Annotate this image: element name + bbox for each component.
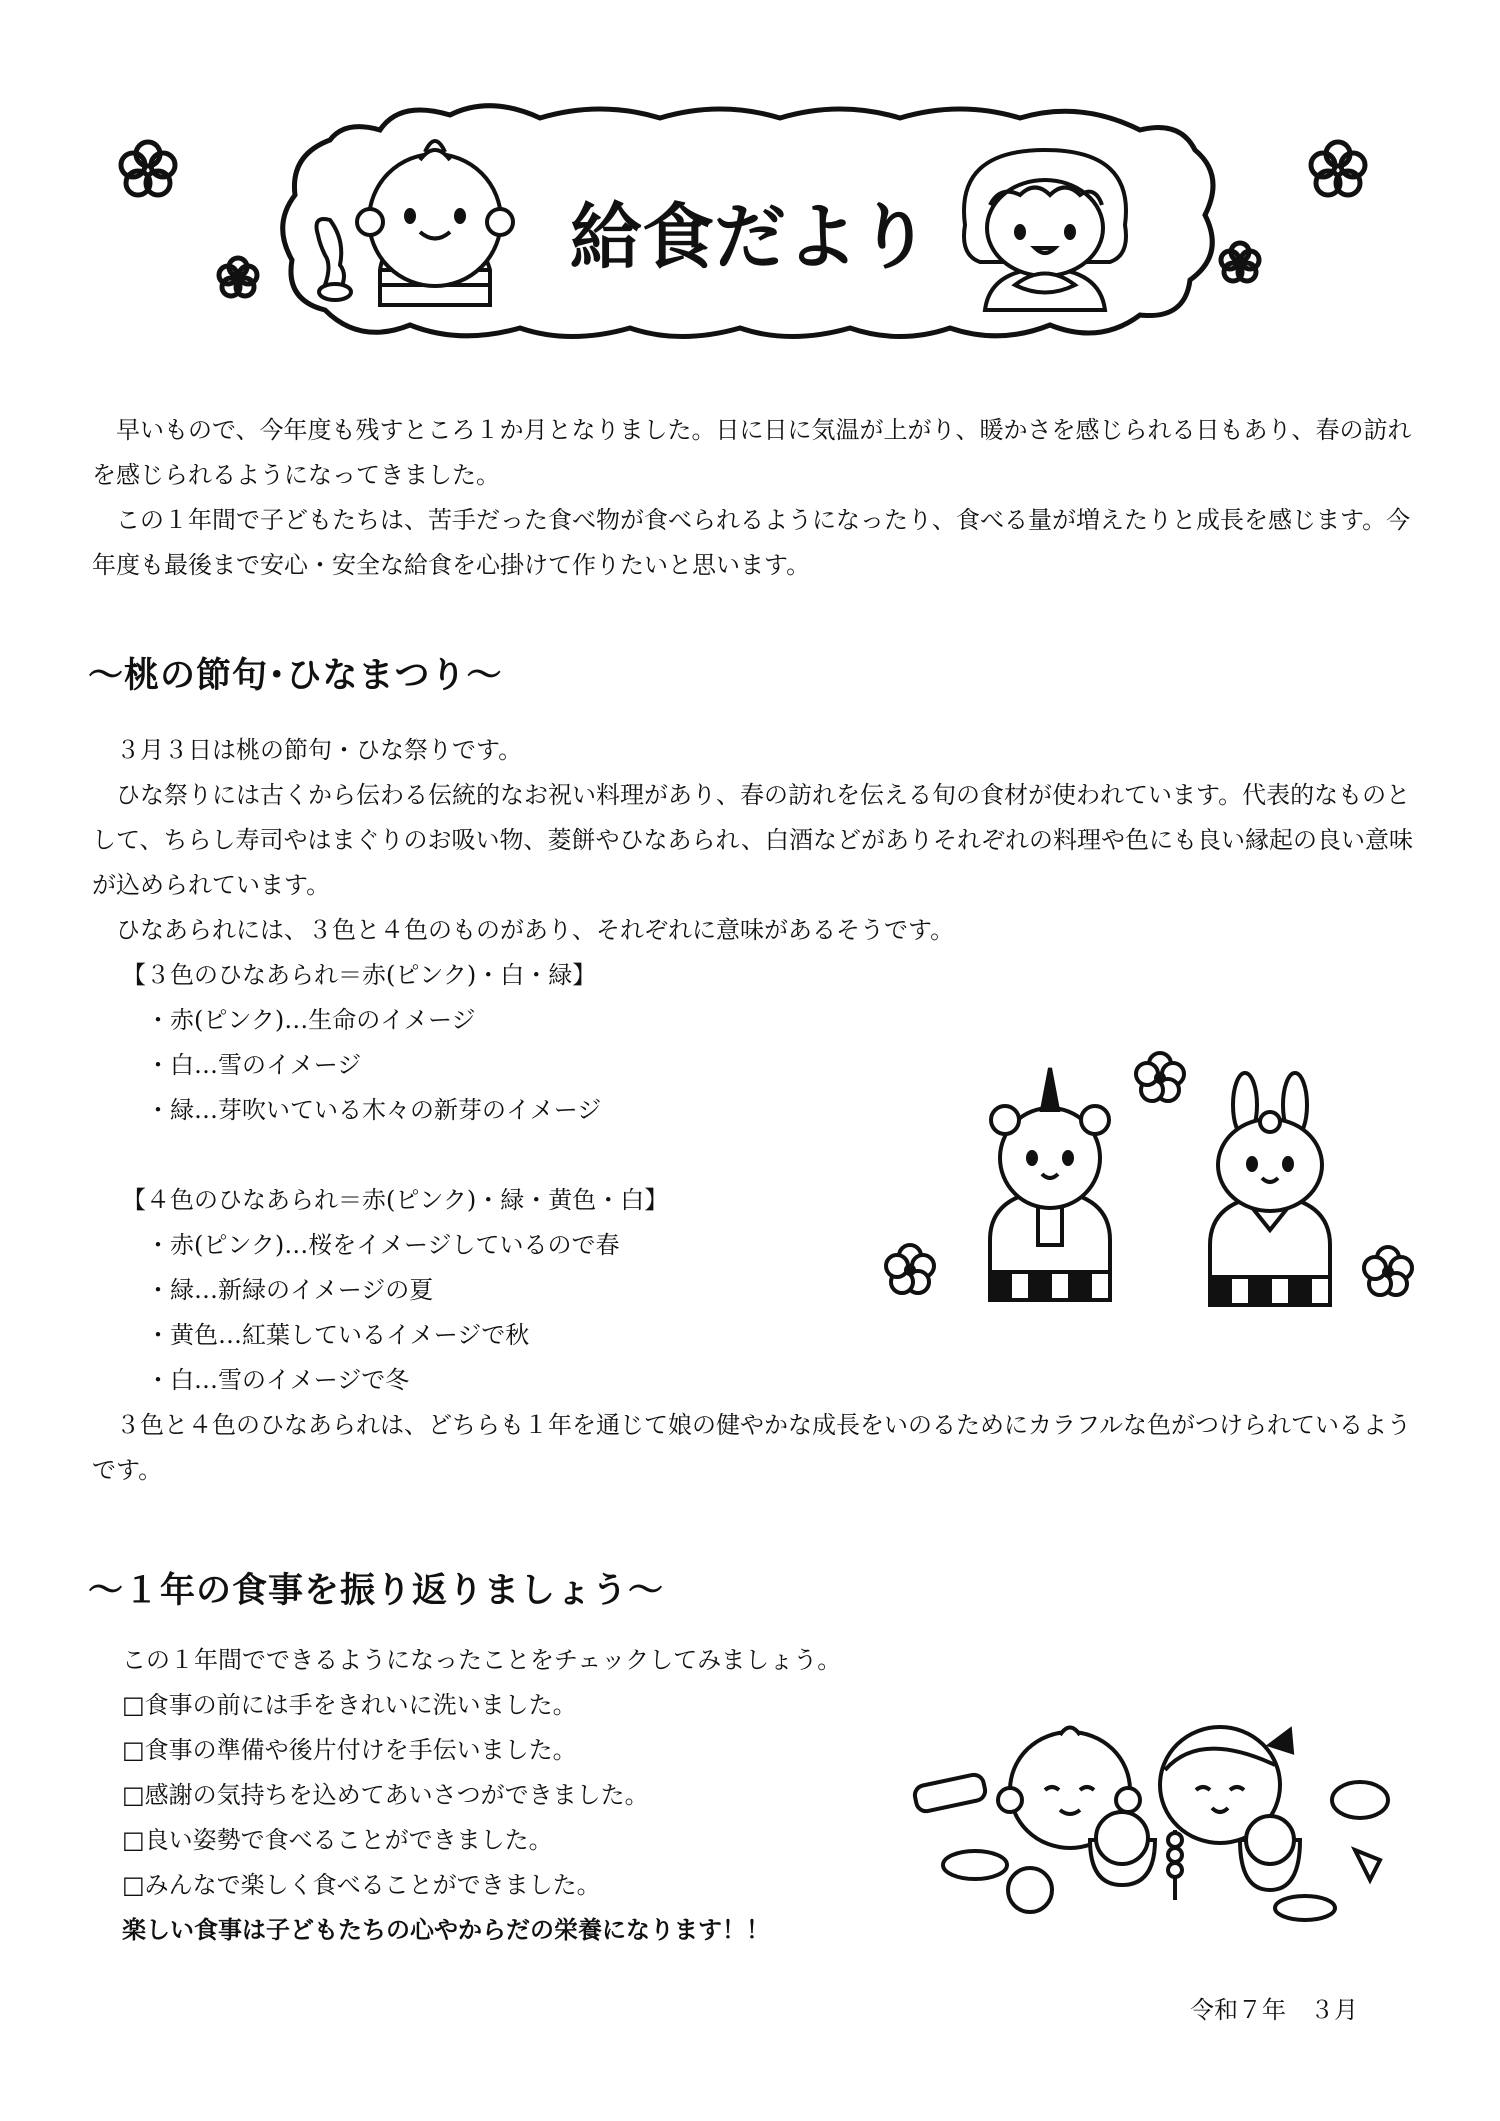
- closing-message: 楽しい食事は子どもたちの心やからだの栄養になります！！: [122, 1916, 770, 1944]
- checklist-item: □食事の準備や後片付けを手伝いました。: [122, 1736, 577, 1764]
- section-heading-meal-review: ～１年の食事を振り返りましょう～: [88, 1571, 665, 1611]
- list-item: ・赤(ピンク)…桜をイメージしているので春: [146, 1231, 620, 1259]
- checklist-item: □良い姿勢で食べることができました。: [122, 1826, 553, 1854]
- list-item: ・赤(ピンク)…生命のイメージ: [146, 1006, 476, 1034]
- food-icon: [913, 1773, 1388, 1920]
- section2-intro: この１年間でできるようになったことをチェックしてみましょう。: [122, 1646, 842, 1674]
- group3-title: 【３色のひなあられ＝赤(ピンク)・白・緑】: [122, 961, 597, 989]
- section1-paragraph-4: ３色と４色のひなあられは、どちらも１年を通じて娘の健やかな成長をいのるためにカラフルな色がつけられているようです。: [92, 1411, 1412, 1484]
- section1-paragraph-2: ひな祭りには古くから伝わる伝統的なお祝い料理があり、春の訪れを伝える旬の食材が使われています。代表的なものとして、ちらし寿司やはまぐりのお吸い物、菱餅やひなあられ、白酒などがありそれぞれの料理や色にも良い縁起の良い意味が込められています。: [92, 781, 1413, 899]
- checklist-item: □食事の前には手をきれいに洗いました。: [122, 1691, 577, 1719]
- checklist-item: □感謝の気持ちを込めてあいさつができました。: [122, 1781, 649, 1809]
- list-item: ・緑…芽吹いている木々の新芽のイメージ: [146, 1096, 602, 1124]
- list-item: ・白…雪のイメージで冬: [146, 1366, 410, 1394]
- section-heading-hinamatsuri: ～桃の節句･ひなまつり～: [88, 656, 503, 696]
- list-item: ・黄色…紅葉しているイメージで秋: [146, 1321, 530, 1349]
- page-title: 給食だより: [569, 195, 931, 279]
- section1-paragraph-1: ３月３日は桃の節句・ひな祭りです。: [92, 736, 523, 764]
- hina-dolls-illustration: [860, 1040, 1430, 1320]
- plum-flower-icon: [886, 1053, 1412, 1295]
- list-item: ・緑…新緑のイメージの夏: [146, 1276, 434, 1304]
- header-banner: [0, 0, 1500, 380]
- issue-date: 令和７年 ３月: [1190, 1996, 1358, 2024]
- rabbit-doll-icon: [1210, 1073, 1330, 1305]
- bear-doll-icon: [990, 1068, 1110, 1300]
- section1-paragraph-3: ひなあられには、３色と４色のものがあり、それぞれに意味があるそうです。: [92, 916, 955, 944]
- checklist-item: □みんなで楽しく食べることができました。: [122, 1871, 601, 1899]
- list-item: ・白…雪のイメージ: [146, 1051, 362, 1079]
- intro-paragraph-2: この１年間で子どもたちは、苦手だった食べ物が食べられるようになったり、食べる量が増えたりと成長を感じます。今年度も最後まで安心・安全な給食を心掛けて作りたいと思います。: [92, 506, 1411, 579]
- group4-title: 【４色のひなあられ＝赤(ピンク)・緑・黄色・白】: [122, 1186, 669, 1214]
- meal-illustration: [900, 1690, 1400, 1930]
- intro-paragraph-1: 早いもので、今年度も残すところ１か月となりました。日に日に気温が上がり、暖かさを感じられる日もあり、春の訪れを感じられるようになってきました。: [92, 416, 1412, 489]
